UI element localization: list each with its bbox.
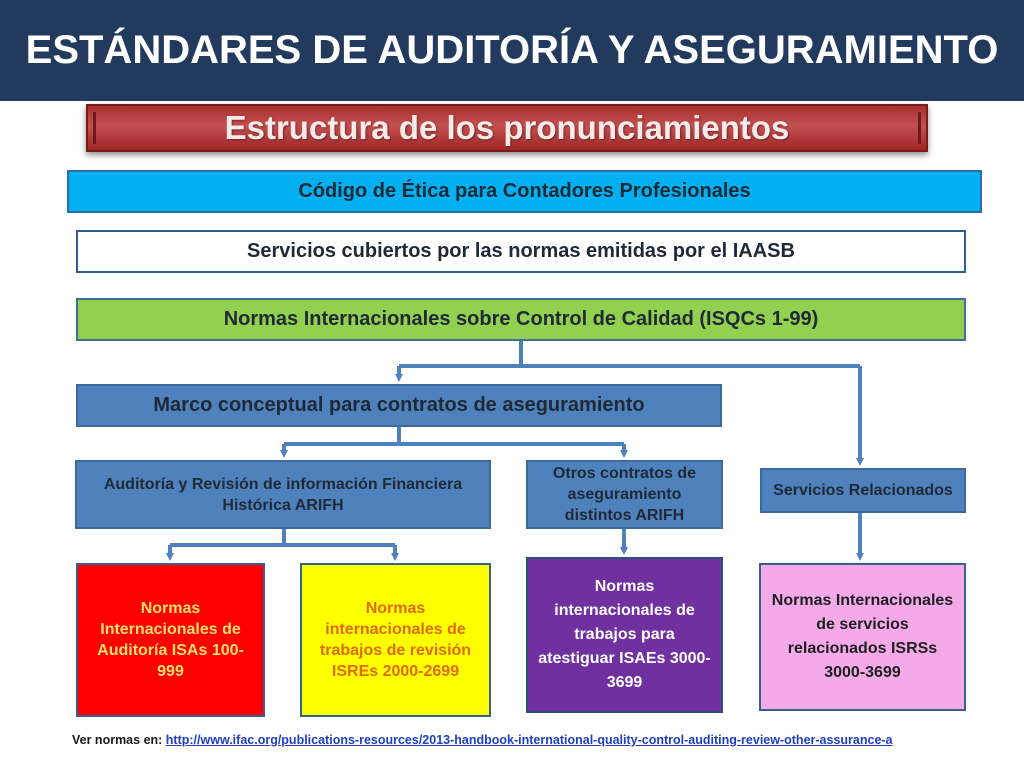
footer-link[interactable]: http://www.ifac.org/publications-resources/2013-handbook-international-quality-control-auditing-review-other-assurance-a — [165, 733, 893, 747]
box-isrs: Normas Internacionales de servicios relacionados ISRSs 3000-3699 — [759, 563, 966, 711]
box-isa: Normas Internacionales de Auditoría ISAs 100-999 — [76, 563, 265, 717]
page-title: ESTÁNDARES DE AUDITORÍA Y ASEGURAMIENTO — [25, 28, 999, 72]
box-marco-conceptual: Marco conceptual para contratos de aseguramiento — [76, 384, 722, 427]
footer-prefix: Ver normas en: — [72, 733, 166, 747]
box-isae: Normas internacionales de trabajos para atestiguar ISAEs 3000-3699 — [526, 557, 723, 713]
box-otros-contratos: Otros contratos de aseguramiento distintos ARIFH — [526, 460, 723, 529]
box-isqc: Normas Internacionales sobre Control de Calidad (ISQCs 1-99) — [76, 298, 966, 341]
box-isre: Normas internacionales de trabajos de revisión ISREs 2000-2699 — [300, 563, 491, 717]
box-servicios-relacionados: Servicios Relacionados — [760, 468, 966, 513]
box-arifh: Auditoría y Revisión de información Financiera Histórica ARIFH — [75, 460, 491, 529]
subtitle-banner: Estructura de los pronunciamientos — [86, 104, 928, 152]
footer-note — [72, 733, 1012, 747]
box-codigo-etica: Código de Ética para Contadores Profesionales — [67, 170, 982, 213]
box-servicios-iaasb: Servicios cubiertos por las normas emitidas por el IAASB — [76, 230, 966, 273]
header-bar — [0, 0, 1024, 101]
